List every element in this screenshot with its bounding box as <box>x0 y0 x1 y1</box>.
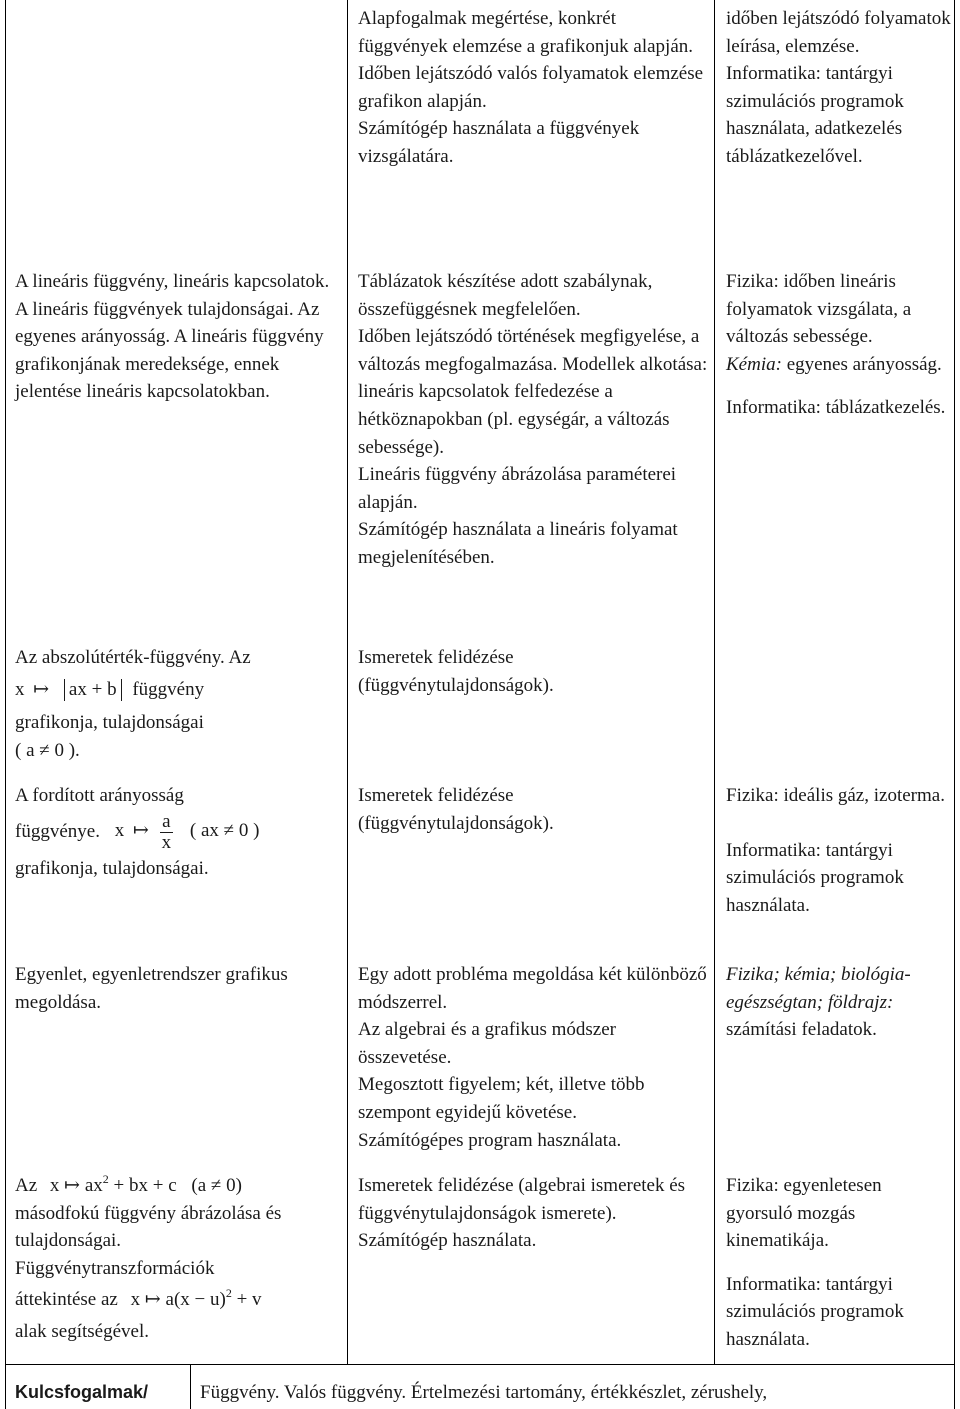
row1-col1-text: A lineáris függvény, lineáris kapcsolatok. A lineáris függvények tulajdonságai. Az egyenes arányosság. A lineáris függvény grafikonjának meredeksége, ennek jelentése lineáris kapcsolatokban. <box>15 271 330 403</box>
row1-col1 <box>15 268 345 406</box>
row3-col1 <box>15 782 345 882</box>
row3-col3-p2: Informatika: tantárgyi szimulációs programok használata. <box>726 839 904 916</box>
maps-to-symbol: ↦ <box>132 820 149 842</box>
table-divider-col2 <box>714 0 715 1364</box>
inverse-prop-heading: A fordított arányosság <box>15 785 184 806</box>
vertex-expr-a: x ↦ a(x − u) <box>130 1289 226 1311</box>
quadratic-line2: másodfokú függvény ábrázolása és tulajdonságai. <box>15 1202 282 1252</box>
row5-col2 <box>358 1172 708 1255</box>
row0-col2-p2: Időben lejátszódó valós folyamatok elemzése grafikon alapján. <box>358 63 704 112</box>
row3-col2 <box>358 782 708 837</box>
row1-col2-p1: Táblázatok készítése adott szabálynak, összefüggésnek megfelelően. <box>358 271 653 320</box>
row0-col2-p1: Alapfogalmak megértése, konkrét függvények elemzése a grafikonjuk alapján. <box>358 8 693 57</box>
row3-col3 <box>726 782 951 919</box>
abs-function-word: függvény <box>132 678 205 700</box>
row2-col1 <box>15 644 345 764</box>
vertex-form-formula <box>15 1286 345 1314</box>
abs-function-properties: grafikonja, tulajdonságai <box>15 712 204 734</box>
row5-col3-p1: Fizika: egyenletesen gyorsuló mozgás kinematikája. <box>726 1175 882 1252</box>
quadratic-expr-a: x ↦ ax <box>49 1175 103 1196</box>
row0-col2-p3: Számítógép használata a függvények vizsgálatára. <box>358 118 640 167</box>
quadratic-exponent: 2 <box>102 1172 109 1186</box>
row5-col2-p2: Számítógép használata. <box>358 1230 537 1252</box>
fraction-numerator: a <box>160 812 174 833</box>
row5-col3-p2: Informatika: tantárgyi szimulációs programok használata. <box>726 1273 904 1350</box>
row5-col3 <box>726 1172 951 1354</box>
row3-col3-p1: Fizika: ideális gáz, izoterma. <box>726 785 945 806</box>
quadratic-expr-b: + bx + c <box>113 1175 177 1196</box>
row2-col2-text: Ismeretek felidézése (függvénytulajdonságok). <box>358 647 554 696</box>
row4-col3 <box>726 961 951 1044</box>
abs-function-heading: Az abszolútérték-függvény. Az <box>15 647 251 668</box>
key-concepts-label: Kulcsfogalmak/ <box>15 1382 149 1402</box>
row4-col3-text <box>726 961 951 1044</box>
subjects-rest: számítási feladatok. <box>726 1019 877 1041</box>
row4-col2-p2: Az algebrai és a grafikus módszer összevetése. <box>358 1019 616 1068</box>
row0-col3-p1: időben lejátszódó folyamatok leírása, elemzése. <box>726 8 951 57</box>
quadratic-line5: alak segítségével. <box>15 1320 150 1342</box>
quadratic-condition: (a ≠ 0) <box>191 1175 242 1196</box>
row1-col3-p1: Fizika: időben lineáris folyamatok vizsgálata, a változás sebessége. <box>726 271 912 348</box>
row2-col2 <box>358 644 708 699</box>
table-border-left <box>5 0 6 1409</box>
inverse-formula-x: x <box>114 820 125 842</box>
row4-col2-p1: Egy adott probléma megoldása két különböző módszerrel. <box>358 964 707 1013</box>
footer-divider <box>190 1364 191 1409</box>
row1-col2-p4: Számítógép használata a lineáris folyamat megjelenítésében. <box>358 519 678 568</box>
row4-col1 <box>15 961 345 1016</box>
vertex-prefix: áttekintése az <box>15 1289 118 1311</box>
row0-col3 <box>726 5 951 171</box>
inverse-prop-condition: ( ax ≠ 0 ) <box>189 820 260 842</box>
vertex-expr-b: + v <box>236 1289 262 1311</box>
vertex-exponent: 2 <box>225 1286 232 1301</box>
row1-col3-p3: Informatika: táblázatkezelés. <box>726 397 946 419</box>
table-footer-rule <box>5 1364 955 1365</box>
key-concepts-text: Függvény. Valós függvény. Értelmezési tartomány, értékkészlet, zérushely, <box>200 1382 768 1403</box>
chemistry-text: egyenes arányosság. <box>786 353 942 375</box>
row5-col1 <box>15 1172 345 1346</box>
row4-col1-text: Egyenlet, egyenletrendszer grafikus megoldása. <box>15 964 288 1013</box>
row1-col2-p3: Lineáris függvény ábrázolása paraméterei alapján. <box>358 464 677 513</box>
maps-to-symbol: ↦ <box>33 678 50 700</box>
row3-col2-text: Ismeretek felidézése (függvénytulajdonságok). <box>358 785 554 834</box>
row4-col2 <box>358 961 708 1154</box>
chemistry-label: Kémia: <box>726 353 782 375</box>
inverse-prop-formula <box>15 812 345 853</box>
quadratic-formula <box>15 1172 345 1200</box>
row1-col3 <box>726 268 951 422</box>
row0-col3-p2: Informatika: tantárgyi szimulációs programok használata, adatkezelés táblázatkezelővel. <box>726 63 904 167</box>
subjects-italic: Fizika; kémia; biológia-egészségtan; földrajz: <box>726 964 911 1013</box>
abs-function-formula <box>15 676 345 704</box>
quadratic-line3: Függvénytranszformációk <box>15 1257 215 1279</box>
row0-col2 <box>358 5 708 171</box>
row4-col2-p4: Számítógépes program használata. <box>358 1129 622 1151</box>
row1-col3-p2 <box>726 351 951 379</box>
inverse-prop-properties: grafikonja, tulajdonságai. <box>15 857 209 879</box>
row4-col2-p3: Megosztott figyelem; két, illetve több szempont egyidejű követése. <box>358 1074 645 1123</box>
quadratic-prefix: Az <box>15 1175 38 1196</box>
abs-value-expression: ax + b <box>64 679 122 701</box>
abs-formula-x: x <box>15 678 25 700</box>
fraction-denominator: x <box>161 831 172 853</box>
row1-col2-p2: Időben lejátszódó történések megfigyelése, a változás megfogalmazása. Modellek alkotása: lineáris kapcsolatok felfedezése a hétköznapokban (pl. egységár, a változás sebessége). <box>358 326 708 458</box>
inverse-prop-prefix: függvénye. <box>15 820 100 842</box>
row5-col2-p1: Ismeretek felidézése (algebrai ismeretek és függvénytulajdonságok ismerete). <box>358 1175 686 1224</box>
fraction-a-over-x <box>160 812 174 853</box>
table-border-right <box>954 0 955 1409</box>
row1-col2 <box>358 268 708 572</box>
abs-function-condition: ( a ≠ 0 ). <box>15 739 80 761</box>
table-divider-col1 <box>347 0 348 1364</box>
